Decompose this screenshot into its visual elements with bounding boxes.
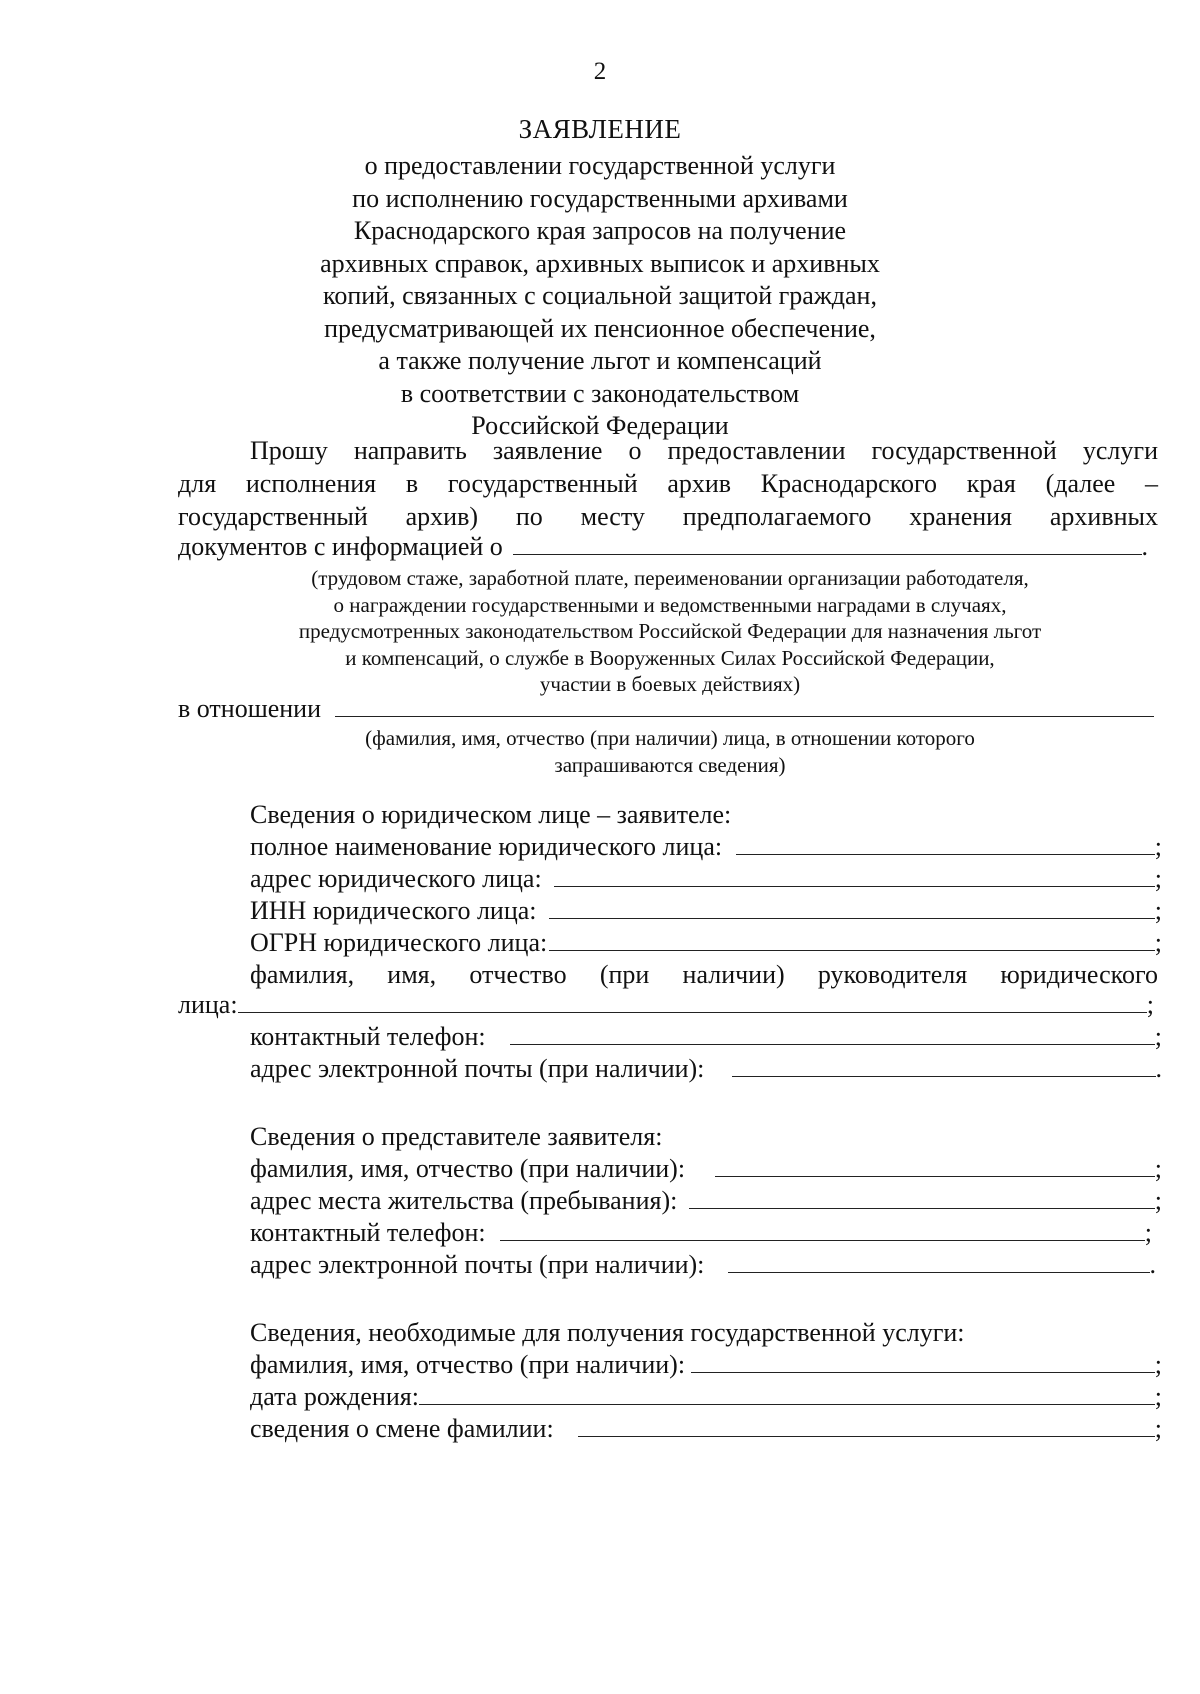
service-name-row: фамилия, имя, отчество (при наличии): ; — [250, 1350, 1162, 1379]
info-type-note — [0, 565, 1200, 698]
rep-address-field[interactable] — [689, 1188, 1154, 1209]
info-type-row — [178, 532, 1148, 562]
legal-full-name-field[interactable] — [736, 834, 1155, 855]
rep-email-field[interactable] — [728, 1252, 1149, 1273]
note-line: и компенсаций, о службе в Вооруженных Силах Российской Федерации, — [345, 645, 995, 670]
note-line: запрашиваются сведения) — [554, 752, 786, 777]
note-line: о награждении государственными и ведомственными наградами в случаях, — [333, 592, 1007, 617]
representative-heading: Сведения о представителе заявителя: — [250, 1122, 663, 1151]
subtitle-line: а также получение льгот и компенсаций — [378, 346, 822, 375]
info-type-field[interactable] — [513, 534, 1142, 555]
legal-email-row: адрес электронной почты (при наличии): . — [250, 1054, 1162, 1083]
legal-email-field[interactable] — [732, 1056, 1155, 1077]
rep-name-field[interactable] — [715, 1156, 1155, 1177]
legal-ogrn-field[interactable] — [549, 930, 1155, 951]
legal-head-name-row: лица: ; — [178, 990, 1154, 1019]
person-note — [0, 725, 1200, 778]
rep-phone-field[interactable] — [500, 1220, 1145, 1241]
document-title: ЗАЯВЛЕНИЕ — [518, 114, 682, 144]
note-line: предусмотренных законодательством Российской Федерации для назначения льгот — [298, 619, 1042, 643]
legal-head-name-field[interactable] — [238, 992, 1147, 1013]
service-info-heading: Сведения, необходимые для получения государственной услуги: — [250, 1318, 965, 1347]
person-row — [178, 694, 1154, 724]
service-birth-row: дата рождения: ; — [250, 1382, 1162, 1411]
person-label: в отношении — [178, 694, 322, 723]
period-mark: . — [1141, 532, 1148, 561]
request-line: Прошу направить заявление о предоставлении государственной услуги — [250, 436, 1158, 465]
subtitle-line: копий, связанных с социальной защитой граждан, — [323, 281, 877, 310]
info-type-label: документов с информацией о — [178, 532, 503, 561]
rep-name-row: фамилия, имя, отчество (при наличии): ; — [250, 1154, 1162, 1183]
legal-phone-row: контактный телефон: ; — [250, 1022, 1162, 1051]
legal-ogrn-row: ОГРН юридического лица: ; — [250, 928, 1162, 957]
rep-phone-row: контактный телефон: ; — [250, 1218, 1152, 1247]
legal-full-name-row: полное наименование юридического лица: ; — [250, 832, 1162, 861]
legal-head-name: фамилия, имя, отчество (при наличии) руководителя юридического — [250, 960, 1158, 989]
note-line: участии в боевых действиях) — [539, 672, 801, 696]
note-line: (фамилия, имя, отчество (при наличии) лица, в отношении которого — [365, 726, 975, 750]
legal-address-row: адрес юридического лица: ; — [250, 864, 1162, 893]
note-line: (трудовом стаже, заработной плате, переименовании организации работодателя, — [311, 566, 1029, 590]
service-surname-change-row: сведения о смене фамилии: ; — [250, 1414, 1162, 1443]
rep-address-row: адрес места жительства (пребывания): ; — [250, 1186, 1162, 1215]
service-name-field[interactable] — [691, 1352, 1155, 1373]
subtitle-line: по исполнению государственными архивами — [352, 183, 848, 213]
person-field[interactable] — [335, 696, 1154, 717]
rep-email-row: адрес электронной почты (при наличии): . — [250, 1250, 1156, 1279]
subtitle-line: в соответствии с законодательством — [400, 378, 800, 408]
service-surname-change-field[interactable] — [578, 1416, 1155, 1437]
subtitle-line: о предоставлении государственной услуги — [364, 151, 836, 180]
document-subtitle — [0, 150, 1200, 443]
legal-address-field[interactable] — [554, 866, 1155, 887]
subtitle-line: Краснодарского края запросов на получение — [353, 216, 847, 245]
legal-entity-heading: Сведения о юридическом лице – заявителе: — [250, 800, 732, 829]
subtitle-line: предусматривающей их пенсионное обеспечение, — [324, 313, 876, 343]
subtitle-line: Российской Федерации — [471, 411, 729, 440]
request-line: для исполнения в государственный архив Краснодарского края (далее – — [178, 469, 1158, 498]
page-number: 2 — [593, 58, 607, 85]
request-paragraph — [178, 434, 1158, 533]
legal-inn-field[interactable] — [549, 898, 1155, 919]
subtitle-line: архивных справок, архивных выписок и архивных — [320, 248, 880, 278]
legal-phone-field[interactable] — [510, 1024, 1155, 1045]
service-birth-field[interactable] — [419, 1384, 1155, 1405]
request-line: государственный архив) по месту предполагаемого хранения архивных — [178, 502, 1158, 531]
legal-inn-row: ИНН юридического лица: ; — [250, 896, 1162, 925]
